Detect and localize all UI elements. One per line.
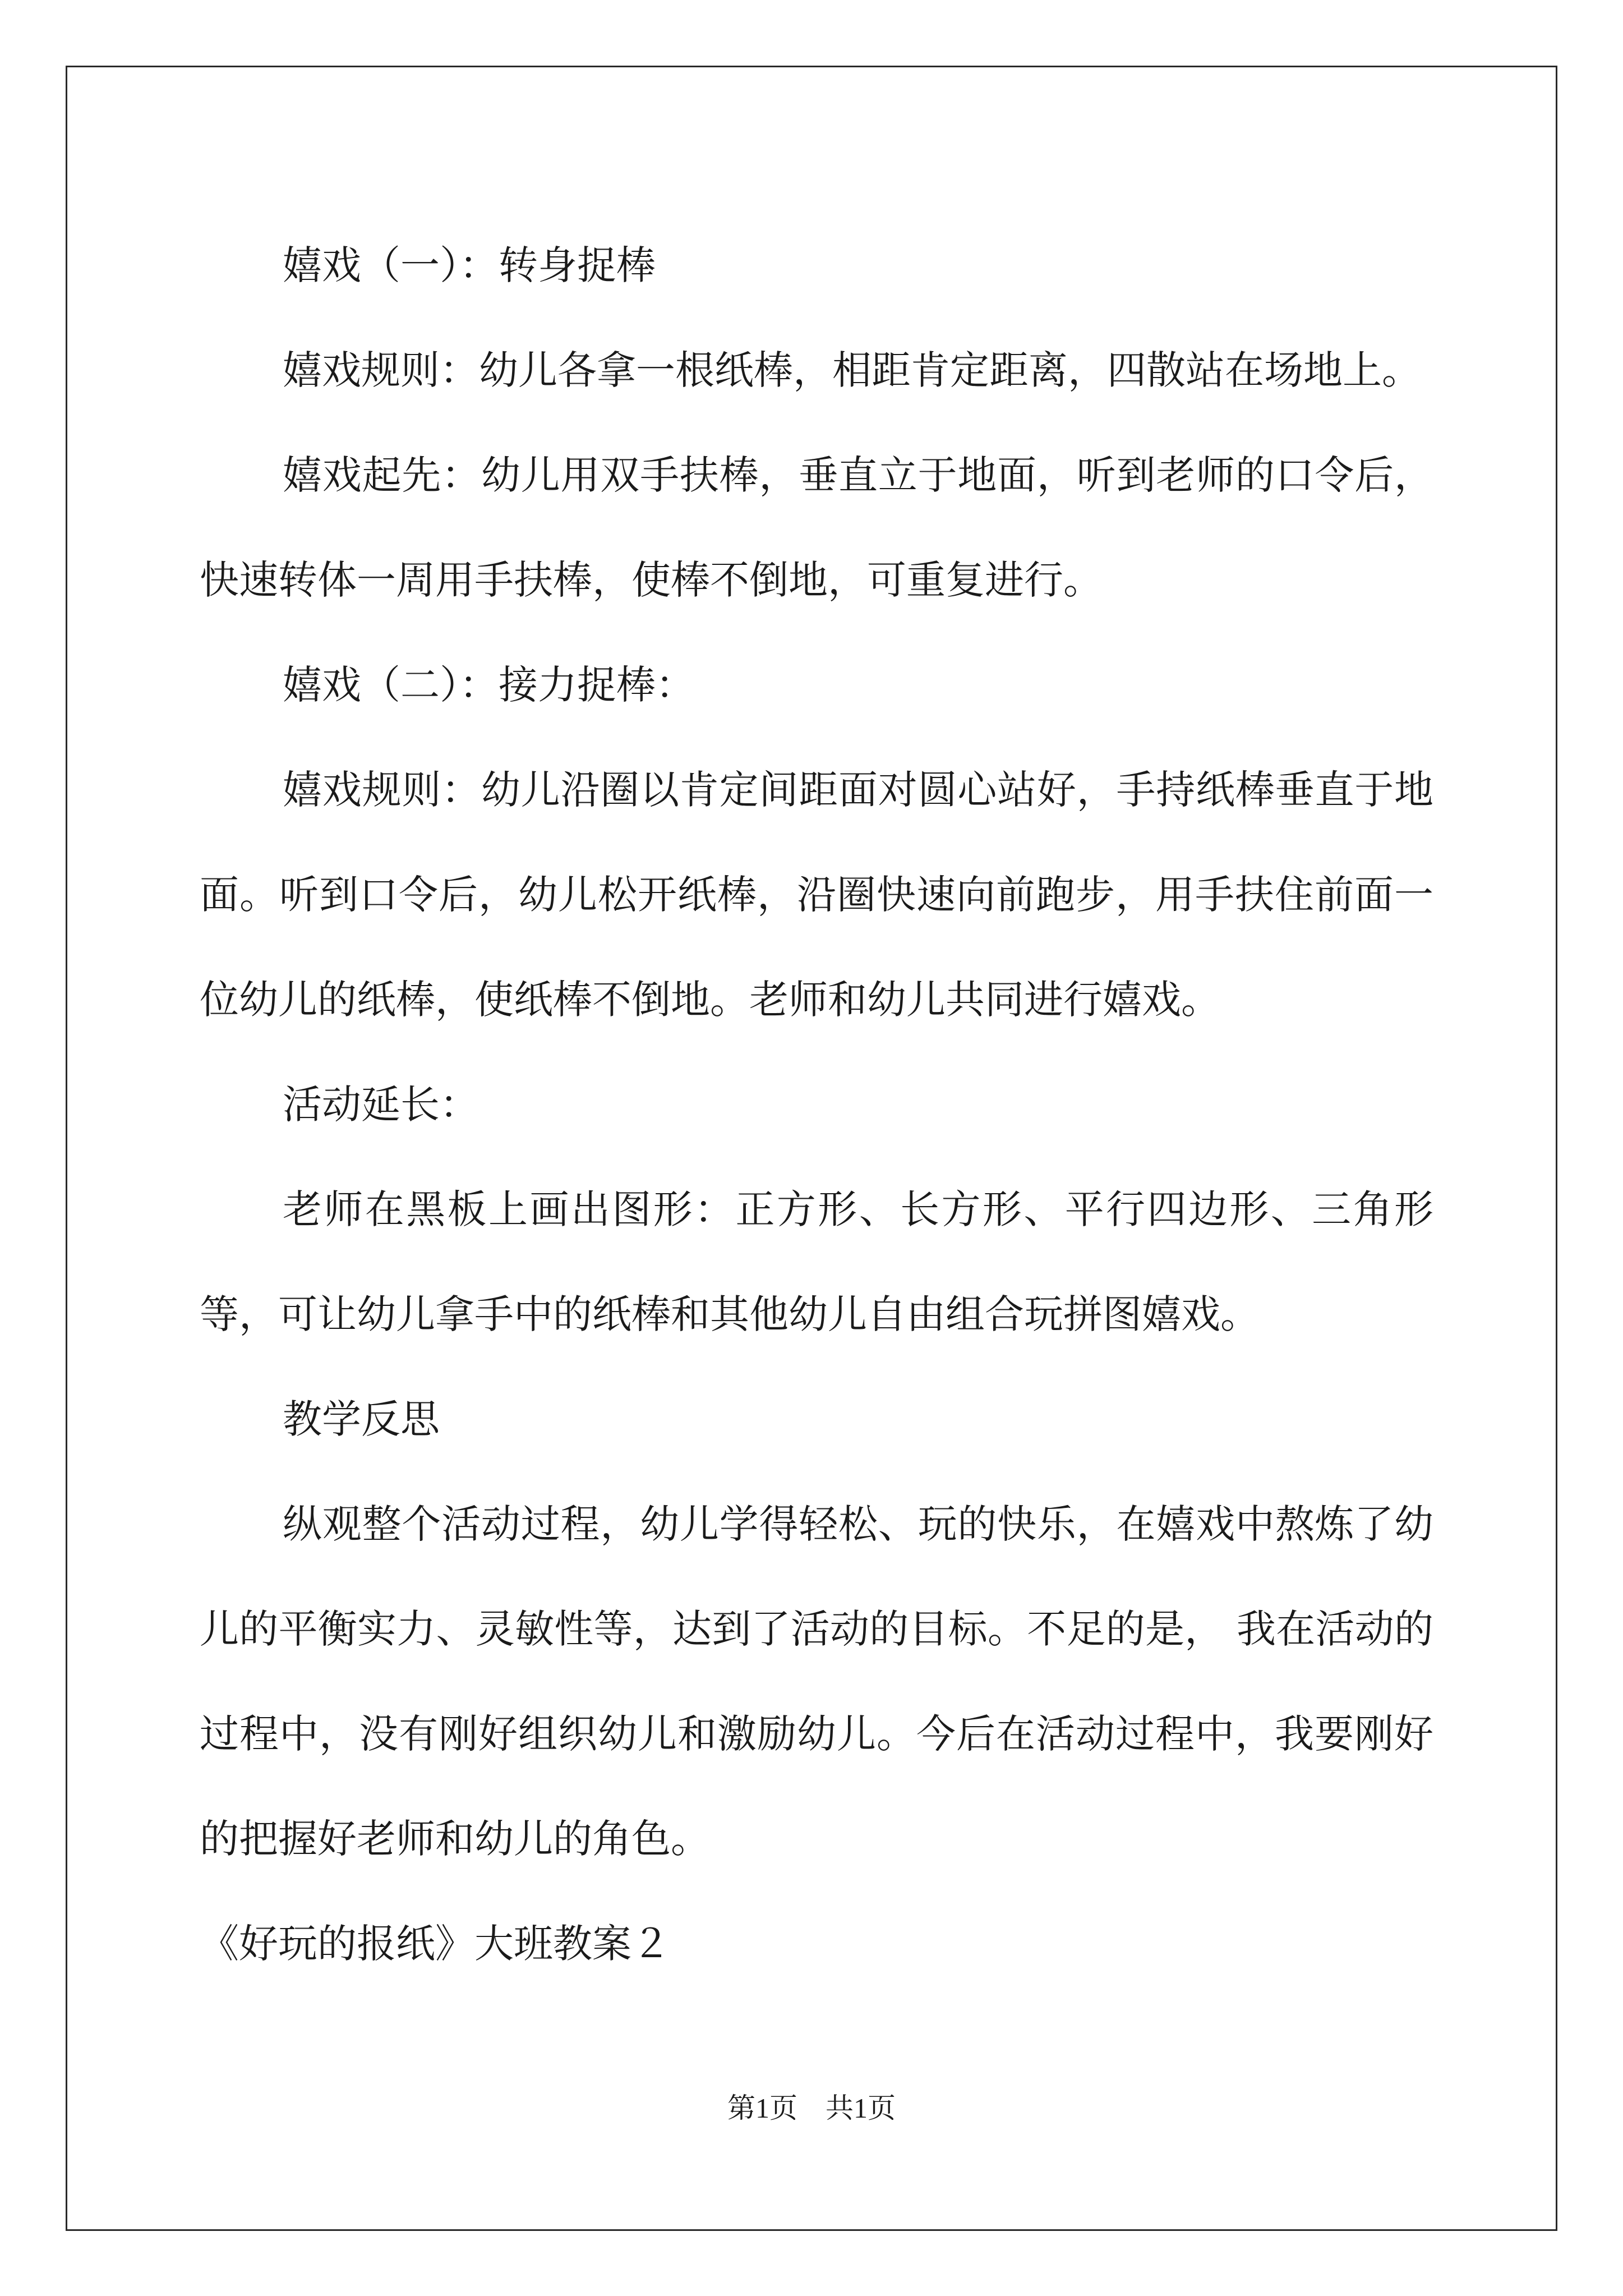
- paragraph-game-one-rules: 嬉戏规则：幼儿各拿一根纸棒，相距肯定距离，四散站在场地上。: [283, 347, 1421, 393]
- document-body: [200, 213, 1433, 1996]
- paragraph-reflection-heading: 教学反思: [283, 1396, 440, 1442]
- paragraph-reflection-body: 纵观整个活动过程，幼儿学得轻松、玩的快乐，在嬉戏中熬炼了幼儿的平衡实力、灵敏性等，达到了活动的目标。不足的是， 我在活动的过程中，没有刚好组织幼儿和激励幼儿。今后在活动过程中，我要刚好的把握好老师和幼儿的角色。: [200, 1501, 1433, 1862]
- page-number-footer: 第1页 共1页: [727, 2092, 896, 2124]
- paragraph-next-lesson-title: 《好玩的报纸》大班教案２: [200, 1921, 671, 1967]
- paragraph-extension-body: 老师在黑板上画出图形：正方形、长方形、平行四边形、三角形等，可让幼儿拿手中的纸棒和其他幼儿自由组合玩拼图嬉戏。: [200, 1186, 1433, 1337]
- paragraph-game-one-start: 嬉戏起先：幼儿用双手扶棒，垂直立于地面，听到老师的口令后，快速转体一周用手扶棒，使棒不倒地，可重复进行。: [200, 452, 1433, 603]
- paragraph-game-two-title: 嬉戏（二）：接力捉棒：: [283, 662, 695, 708]
- paragraph-extension-heading: 活动延长：: [283, 1082, 479, 1128]
- paragraph-game-two-rules: 嬉戏规则：幼儿沿圈以肯定间距面对圆心站好，手持纸棒垂直于地面。听到口令后，幼儿松开纸棒，沿圈快速向前跑步，用手扶住前面一位幼儿的纸棒，使纸棒不倒地。老师和幼儿共同进行嬉戏。: [200, 767, 1433, 1023]
- paragraph-game-one-title: 嬉戏（一）：转身捉棒: [283, 242, 656, 288]
